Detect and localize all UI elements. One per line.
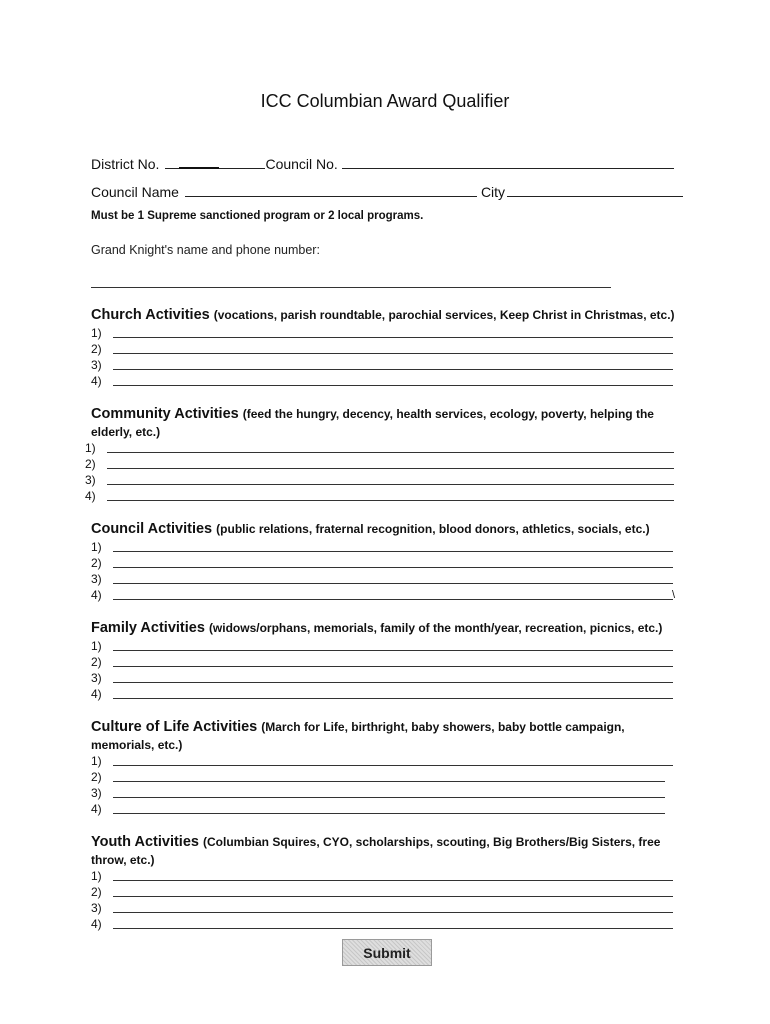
section-title: Council Activities bbox=[91, 521, 213, 537]
district-council-row bbox=[91, 154, 674, 172]
item-number: 1) bbox=[91, 540, 102, 554]
item-number: 3) bbox=[91, 572, 102, 586]
community-activities-heading bbox=[91, 405, 681, 441]
submit-button[interactable]: Submit bbox=[342, 939, 432, 966]
section-title: Community Activities bbox=[91, 406, 239, 422]
stray-backslash-mark: \ bbox=[672, 589, 676, 601]
council-name-label: Council Name bbox=[91, 184, 179, 200]
church-activities-heading bbox=[91, 306, 691, 324]
item-number: 2) bbox=[91, 556, 102, 570]
requirement-note: Must be 1 Supreme sanctioned program or 2 local programs. bbox=[91, 210, 424, 222]
council-name-field[interactable] bbox=[185, 182, 477, 197]
item-number: 2) bbox=[91, 770, 102, 784]
item-number: 3) bbox=[85, 473, 96, 487]
city-label: City bbox=[480, 184, 506, 200]
item-number: 2) bbox=[91, 655, 102, 669]
item-number: 4) bbox=[91, 588, 102, 602]
council-no-field[interactable] bbox=[342, 154, 674, 169]
item-number: 4) bbox=[85, 489, 96, 503]
item-number: 2) bbox=[91, 342, 102, 356]
grand-knight-label: Grand Knight's name and phone number: bbox=[91, 243, 320, 257]
item-number: 2) bbox=[91, 885, 102, 899]
section-title: Family Activities bbox=[91, 620, 205, 636]
section-description: (feed the hungry, decency, health services, ecology, poverty, helping the elderly, etc.) bbox=[91, 407, 654, 439]
council-no-label: Council No. bbox=[265, 156, 338, 172]
item-number: 1) bbox=[91, 639, 102, 653]
section-title: Youth Activities bbox=[91, 834, 199, 850]
form-title: ICC Columbian Award Qualifier bbox=[260, 91, 510, 111]
grand-knight-field[interactable] bbox=[91, 287, 611, 288]
section-description: (widows/orphans, memorials, family of the month/year, recreation, picnics, etc.) bbox=[208, 621, 663, 635]
item-number: 4) bbox=[91, 374, 102, 388]
youth-activities-heading bbox=[91, 833, 681, 869]
city-field[interactable] bbox=[507, 182, 683, 197]
district-field[interactable] bbox=[165, 154, 265, 169]
council-name-city-row bbox=[91, 182, 683, 200]
district-label: District No. bbox=[91, 156, 160, 172]
council-activities-heading bbox=[91, 520, 691, 538]
section-description: (vocations, parish roundtable, parochial services, Keep Christ in Christmas, etc.) bbox=[213, 308, 675, 322]
item-number: 1) bbox=[91, 326, 102, 340]
item-number: 3) bbox=[91, 901, 102, 915]
section-description: (March for Life, birthright, baby showers, baby bottle campaign, memorials, etc.) bbox=[91, 720, 625, 752]
item-number: 1) bbox=[91, 754, 102, 768]
item-number: 4) bbox=[91, 687, 102, 701]
section-title: Culture of Life Activities bbox=[91, 719, 258, 735]
item-number: 2) bbox=[85, 457, 96, 471]
culture-of-life-activities-heading bbox=[91, 718, 681, 754]
section-description: (public relations, fraternal recognition, blood donors, athletics, socials, etc.) bbox=[216, 522, 650, 536]
item-number: 3) bbox=[91, 671, 102, 685]
item-number: 3) bbox=[91, 358, 102, 372]
family-activities-heading bbox=[91, 619, 691, 637]
item-number: 4) bbox=[91, 802, 102, 816]
section-description: (Columbian Squires, CYO, scholarships, scouting, Big Brothers/Big Sisters, free throw, etc.) bbox=[91, 835, 661, 867]
item-number: 1) bbox=[85, 441, 96, 455]
item-number: 1) bbox=[91, 869, 102, 883]
item-number: 4) bbox=[91, 917, 102, 931]
section-title: Church Activities bbox=[91, 307, 210, 323]
item-number: 3) bbox=[91, 786, 102, 800]
